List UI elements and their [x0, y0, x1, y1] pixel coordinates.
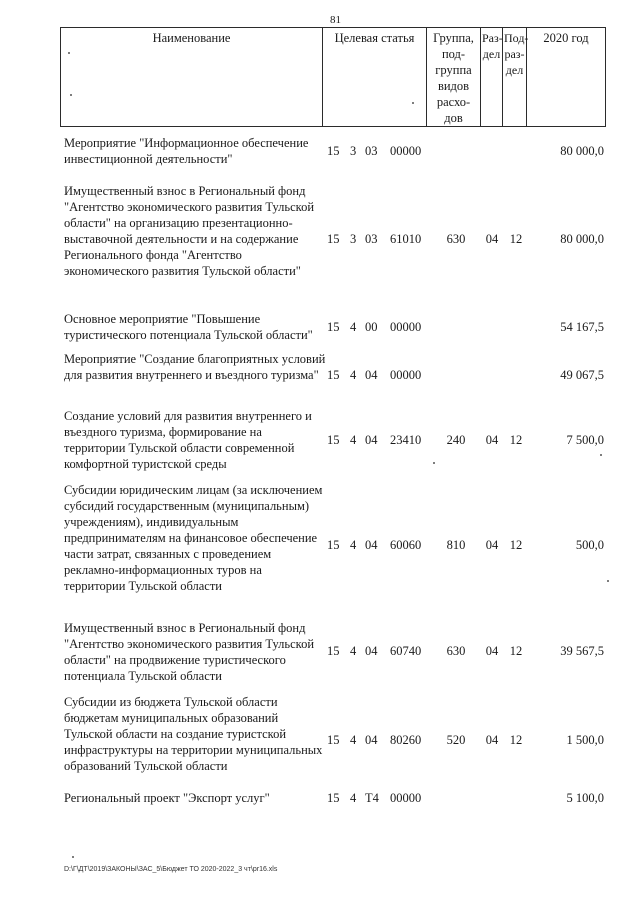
page-number: 81 [330, 14, 341, 26]
row-amount: 80 000,0 [560, 232, 604, 246]
scan-speck [600, 454, 602, 456]
row-amount: 5 100,0 [566, 791, 604, 805]
row-code-program: 15 [327, 144, 340, 158]
row-code-subprogram: 4 [350, 368, 357, 382]
row-code-event: 00 [365, 320, 378, 334]
row-amount: 80 000,0 [560, 144, 604, 158]
scan-speck [607, 580, 609, 582]
row-code-direction: 00000 [390, 144, 422, 158]
row-name: Субсидии юридическим лицам (за исключением субсидий государственным (муниципальным) учреждениям), индивидуальным предпринимателям на финансовое обеспечение части затрат, связанных с проведением рекламно-информационных туров на территории Тульской области [64, 483, 323, 593]
scan-speck [72, 856, 74, 858]
file-path-footer: D:\Г\ДТ\2019\ЗАКОНЫ\ЗАС_5\Бюджет ТО 2020-2022_3 чт\рr16.xls [64, 866, 278, 873]
row-subsection: 12 [509, 232, 523, 246]
row-code-direction: 00000 [390, 320, 422, 334]
row-amount: 39 567,5 [560, 644, 604, 658]
row-code-subprogram: 4 [350, 644, 357, 658]
row-subsection: 12 [509, 644, 523, 658]
row-subsection: 12 [509, 433, 523, 447]
row-amount: 1 500,0 [566, 733, 604, 747]
row-code-direction: 61010 [390, 232, 422, 246]
row-section: 04 [485, 644, 499, 658]
row-code-program: 15 [327, 791, 340, 805]
row-code-direction: 00000 [390, 791, 422, 805]
row-code-subprogram: 4 [350, 733, 357, 747]
header-year: 2020 год [527, 28, 606, 127]
row-code-subprogram: 4 [350, 538, 357, 552]
row-code-program: 15 [327, 232, 340, 246]
row-code-subprogram: 4 [350, 433, 357, 447]
header-subsection-text: Под-раз-дел [504, 31, 529, 77]
row-code-direction: 80260 [390, 733, 422, 747]
row-name: Имущественный взнос в Региональный фонд "Агентство экономического развития Тульской области" на продвижение туристического потенциала Тульской области [64, 621, 315, 683]
row-expense-group: 240 [446, 433, 466, 447]
row-expense-group: 630 [446, 644, 466, 658]
row-section: 04 [485, 733, 499, 747]
row-code-program: 15 [327, 368, 340, 382]
row-name: Создание условий для развития внутреннего и въездного туризма, формирование на территории Тульской области современной комфортной туристской среды [64, 409, 312, 471]
row-subsection: 12 [509, 538, 523, 552]
row-amount: 7 500,0 [566, 433, 604, 447]
row-name: Имущественный взнос в Региональный фонд "Агентство экономического развития Тульской области" на организацию презентационно-выставочной деятельности и на содержание Регионального фонда "Агентство экономического развития Тульской области" [64, 184, 315, 278]
scan-speck [68, 52, 70, 54]
row-amount: 49 067,5 [560, 368, 604, 382]
header-section-text: Раз-дел [482, 31, 503, 61]
row-expense-group: 630 [446, 232, 466, 246]
row-code-direction: 23410 [390, 433, 422, 447]
row-code-event: 04 [365, 538, 378, 552]
row-code-program: 15 [327, 644, 340, 658]
scan-speck [70, 94, 72, 96]
row-code-program: 15 [327, 733, 340, 747]
row-code-event: 03 [365, 144, 378, 158]
row-code-direction: 60740 [390, 644, 422, 658]
row-code-event: 04 [365, 368, 378, 382]
row-name: Субсидии из бюджета Тульской области бюджетам муниципальных образований Тульской области на создание туристской инфраструктуры на территории муниципальных образований Тульской области [64, 695, 323, 773]
row-name: Мероприятие "Создание благоприятных условий для развития внутреннего и въездного туризма" [64, 352, 326, 382]
row-amount: 500,0 [575, 538, 604, 552]
row-code-program: 15 [327, 433, 340, 447]
row-amount: 54 167,5 [560, 320, 604, 334]
header-name: Наименование [61, 28, 323, 127]
row-code-event: T4 [365, 791, 379, 805]
row-name: Региональный проект "Экспорт услуг" [64, 791, 270, 805]
row-code-direction: 00000 [390, 368, 422, 382]
row-code-subprogram: 4 [350, 320, 357, 334]
row-code-subprogram: 3 [350, 232, 357, 246]
row-expense-group: 810 [446, 538, 466, 552]
scan-speck [412, 102, 414, 104]
row-code-direction: 60060 [390, 538, 422, 552]
row-code-program: 15 [327, 538, 340, 552]
row-subsection: 12 [509, 733, 523, 747]
row-name: Мероприятие "Информационное обеспечение инвестиционной деятельности" [64, 136, 309, 166]
header-expense-group-text: Группа, под-группа видов расхо-дов [433, 31, 474, 125]
row-section: 04 [485, 538, 499, 552]
row-section: 04 [485, 232, 499, 246]
header-target-article: Целевая статья [323, 28, 427, 127]
row-section: 04 [485, 433, 499, 447]
row-code-event: 04 [365, 733, 378, 747]
row-code-event: 04 [365, 433, 378, 447]
row-name: Основное мероприятие "Повышение туристического потенциала Тульской области" [64, 312, 313, 342]
row-code-program: 15 [327, 320, 340, 334]
row-code-event: 03 [365, 232, 378, 246]
row-code-subprogram: 4 [350, 791, 357, 805]
row-code-subprogram: 3 [350, 144, 357, 158]
row-code-event: 04 [365, 644, 378, 658]
scan-speck [433, 462, 435, 464]
row-expense-group: 520 [446, 733, 466, 747]
